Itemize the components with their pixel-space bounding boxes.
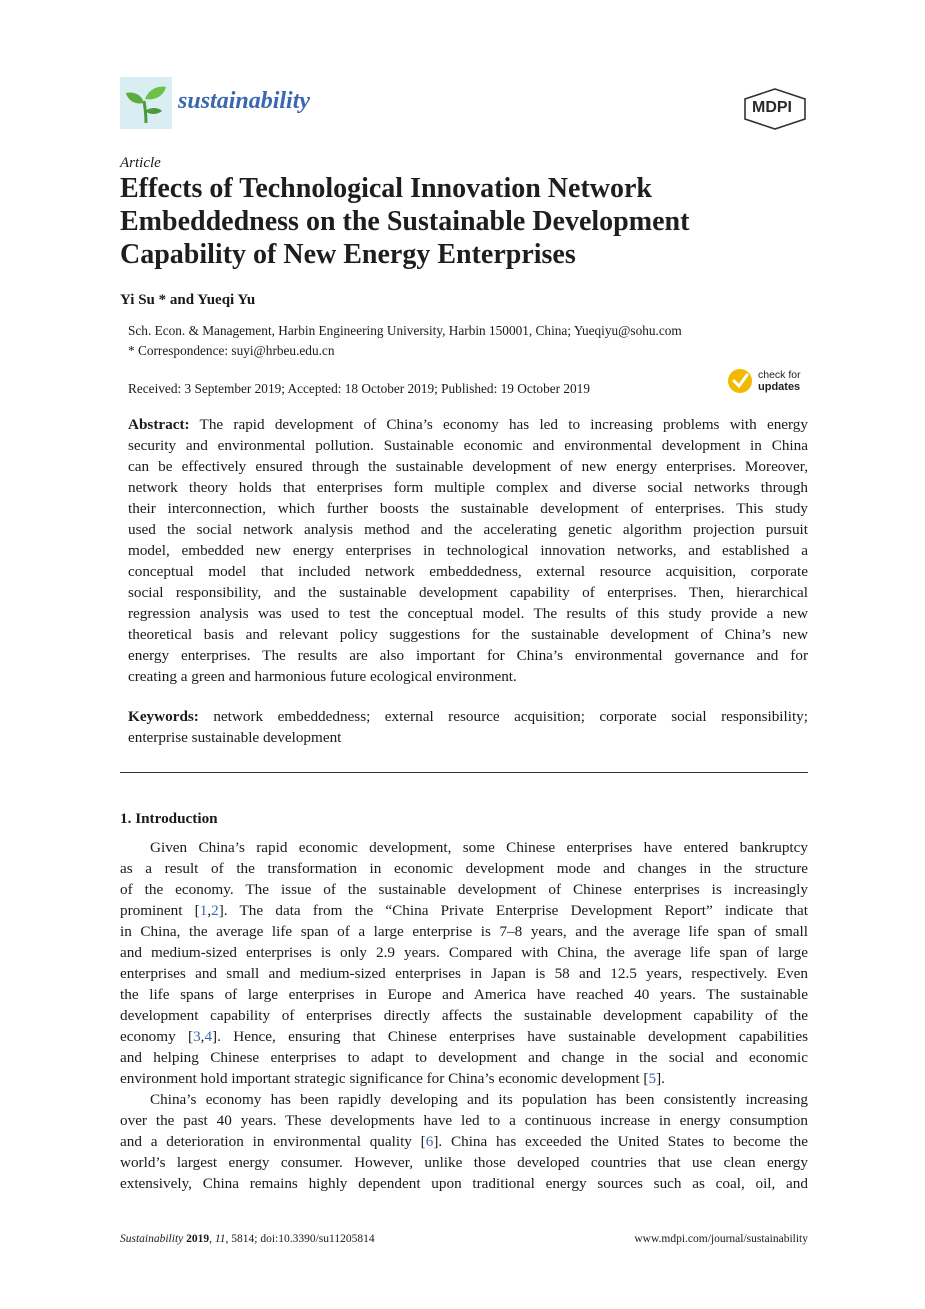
authors: Yi Su * and Yueqi Yu: [120, 292, 256, 308]
title-line: Embeddedness on the Sustainable Development: [120, 206, 690, 237]
check-updates-line2: updates: [758, 381, 801, 393]
journal-name: sustainability: [178, 88, 311, 114]
abstract-line: social responsibility, and the sustainable development capability of enterprises. Then, hierarchical: [128, 584, 808, 601]
footer-citation: Sustainability 2019, 11, 5814; doi:10.3390/su11205814: [120, 1233, 375, 1245]
check-for-updates-text: [758, 369, 801, 393]
abstract-label: Abstract:: [128, 416, 190, 433]
abstract-line: regression analysis was used to test the conceptual model. The results of this study provide a new: [128, 605, 808, 622]
paragraph-line: the life spans of large enterprises in Europe and America have reached 40 years. The sustainable: [120, 986, 808, 1003]
paragraph-line: China’s economy has been rapidly developing and its population has been consistently increasing: [150, 1091, 808, 1108]
paragraph-line: and helping Chinese enterprises to adapt to development and change in the social and economic: [120, 1049, 808, 1066]
mdpi-logo-text: MDPI: [752, 99, 792, 116]
paragraph-line: development capability of enterprises directly affects the sustainable development capability of the: [120, 1007, 808, 1024]
divider: [120, 772, 808, 773]
abstract-line: their interconnection, which further boosts the sustainable development of enterprises. This study: [128, 500, 808, 517]
paragraph-line: extensively, China remains highly dependent upon traditional energy sources such as coal, oil, and: [120, 1175, 808, 1192]
abstract-line: energy enterprises. The results are also important for China’s environmental governance and for: [128, 647, 808, 664]
abstract-line: can be effectively ensured through the sustainable development of new energy enterprises. Moreover,: [128, 458, 808, 475]
paragraph-line: as a result of the transformation in economic development mode and changes in the structure: [120, 860, 808, 877]
article-type: Article: [120, 155, 161, 171]
paragraph-line: prominent [1,2]. The data from the “China Private Enterprise Development Report” indicate that: [120, 902, 809, 919]
paragraph-line: and a deterioration in environmental quality [6]. China has exceeded the United States to become the: [120, 1133, 808, 1150]
abstract-line: conceptual model that included network embeddedness, external resource acquisition, corporate: [128, 563, 808, 580]
paragraph-line: and medium-sized enterprises is only 2.9 years. Compared with China, the average life span of large: [120, 944, 808, 961]
paragraph-line: enterprises and small and medium-sized enterprises in Japan is 58 and 12.5 years, respectively. Even: [120, 965, 808, 982]
citation-link[interactable]: 4: [204, 1028, 213, 1045]
citation-link[interactable]: 3: [193, 1028, 201, 1045]
paragraph-line: environment hold important strategic significance for China’s economic development [5].: [120, 1070, 665, 1087]
paragraph-line: economy [3,4]. Hence, ensuring that Chinese enterprises have sustainable development capabilities: [120, 1028, 808, 1045]
paragraph-line: of the economy. The issue of the sustainable development of Chinese enterprises is increasingly: [120, 881, 808, 898]
title-line: Effects of Technological Innovation Network: [120, 173, 652, 204]
journal-logo: [120, 77, 172, 129]
correspondence: * Correspondence: suyi@hrbeu.edu.cn: [128, 343, 335, 358]
affiliation: Sch. Econ. & Management, Harbin Engineering University, Harbin 150001, China; Yueqiyu@sohu.com: [128, 323, 682, 338]
paragraph-line: world’s largest energy consumer. However, unlike those developed countries that use clean energy: [120, 1154, 808, 1171]
publication-dates: Received: 3 September 2019; Accepted: 18 October 2019; Published: 19 October 2019: [128, 381, 590, 396]
paragraph-line: in China, the average life span of a large enterprise is 7–8 years, and the average life span of small: [120, 923, 808, 940]
citation-link[interactable]: 1: [199, 902, 208, 919]
citation-link[interactable]: 6: [425, 1133, 434, 1150]
abstract-line: Abstract: The rapid development of China’s economy has led to increasing problems with energy: [128, 416, 808, 433]
keywords-line: Keywords: network embeddedness; external resource acquisition; corporate social responsibility;: [128, 708, 808, 725]
citation-link[interactable]: 2: [211, 902, 219, 919]
checkmark-circle-icon: [726, 366, 754, 394]
mdpi-logo: [742, 88, 808, 130]
abstract-line: model, embedded new energy enterprises in technological innovation networks, and established a: [128, 542, 808, 559]
keywords-label: Keywords:: [128, 708, 199, 725]
footer-url[interactable]: www.mdpi.com/journal/sustainability: [634, 1233, 808, 1245]
section-heading: 1. Introduction: [120, 810, 218, 827]
abstract-line: network theory holds that enterprises form multiple complex and diverse social networks through: [128, 479, 808, 496]
paragraph-line: Given China’s rapid economic development, some Chinese enterprises have entered bankruptcy: [150, 839, 808, 856]
citation-link[interactable]: 5: [648, 1070, 657, 1087]
title-line: Capability of New Energy Enterprises: [120, 239, 576, 270]
abstract-line: creating a green and harmonious future ecological environment.: [128, 668, 517, 685]
keywords-line: enterprise sustainable development: [128, 729, 342, 746]
check-updates-line1: check for: [758, 369, 801, 381]
leaf-sprout-icon: [120, 77, 172, 129]
abstract-line: security and environmental pollution. Sustainable economic and environmental development in China: [128, 437, 808, 454]
paragraph-line: over the past 40 years. These developments have led to a continuous increase in energy consumption: [120, 1112, 808, 1129]
abstract-line: used the social network analysis method and the accelerating genetic algorithm projection pursuit: [128, 521, 808, 538]
affiliation-block: [128, 321, 682, 361]
abstract-line: theoretical basis and relevant policy suggestions for the sustainable development of China’s new: [128, 626, 808, 643]
article-title: [120, 172, 820, 271]
